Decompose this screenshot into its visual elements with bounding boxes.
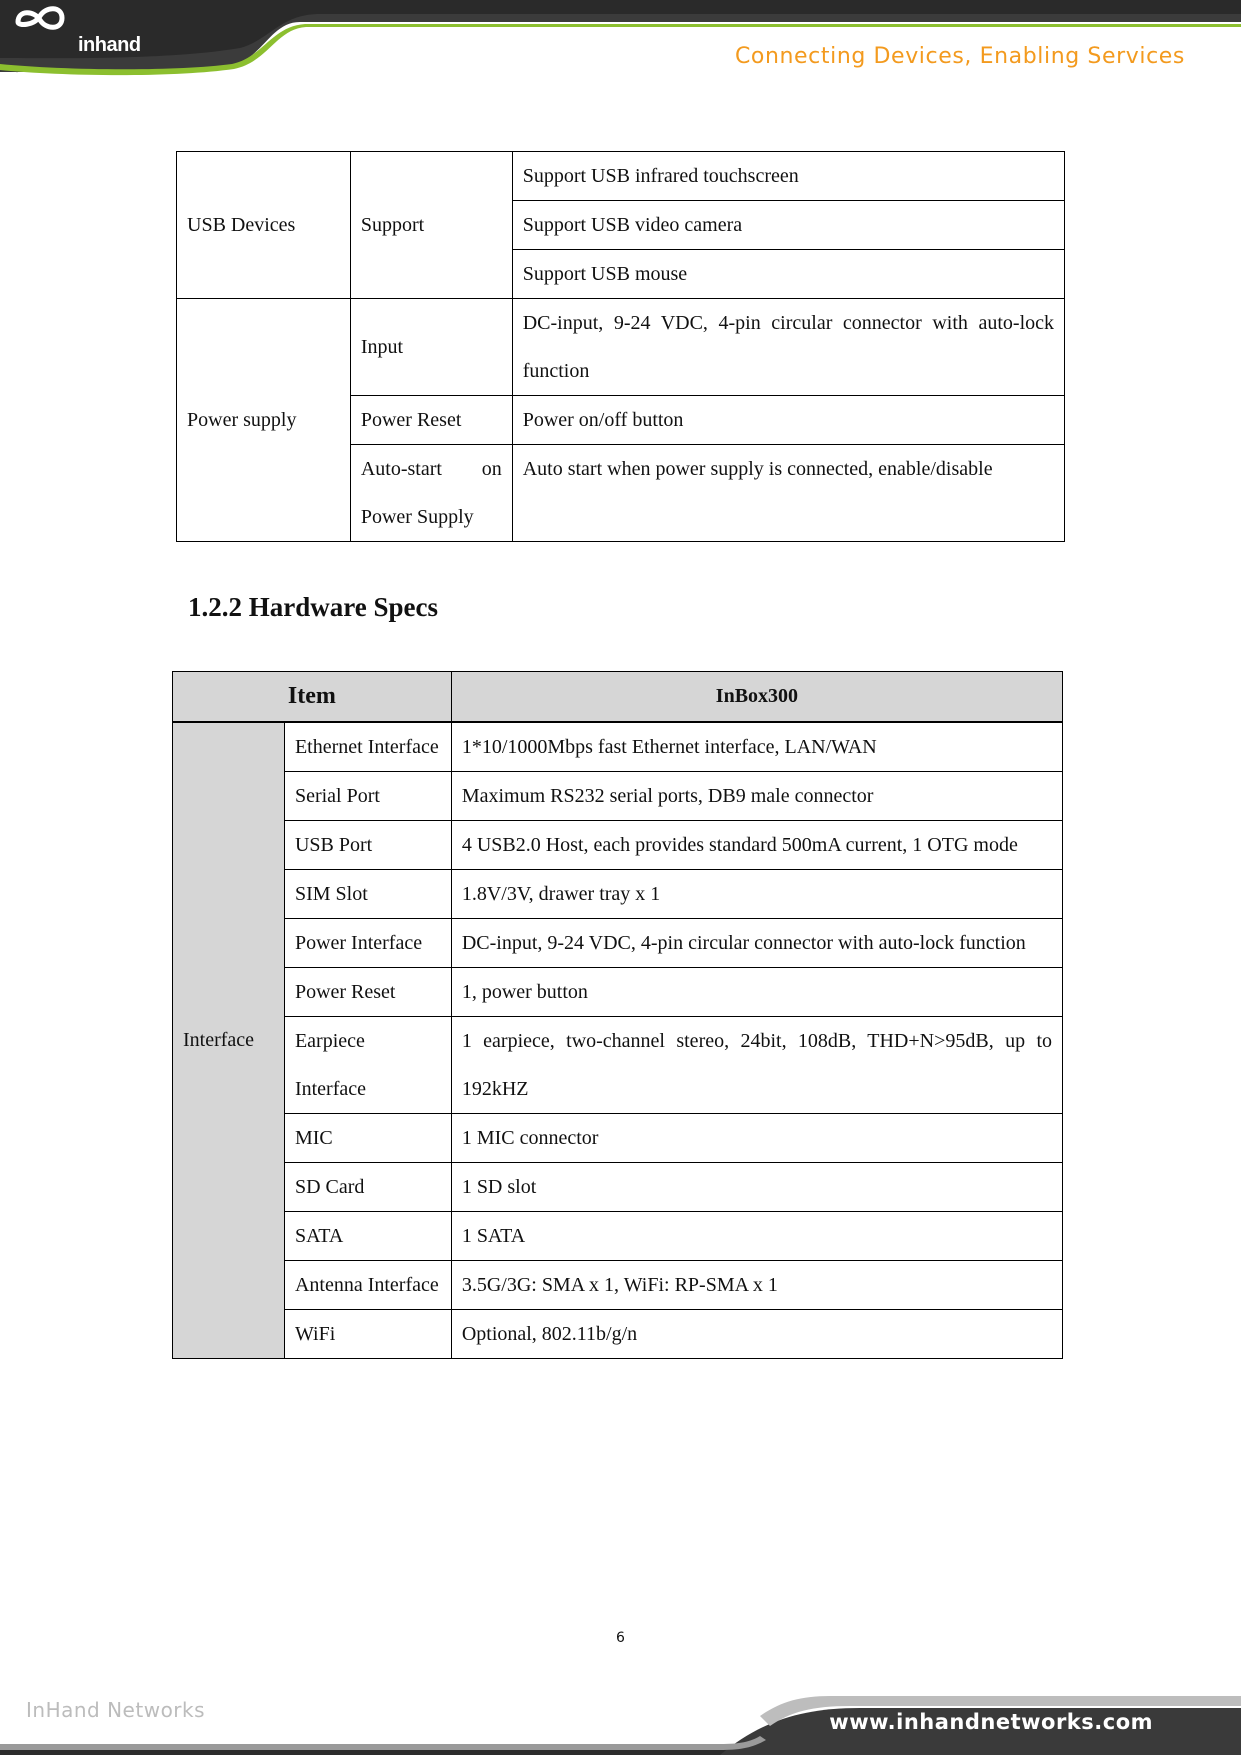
power-reset-value: Power on/off button: [512, 396, 1064, 445]
spec-value: 1 SD slot: [451, 1162, 1062, 1211]
spec-label: SATA: [284, 1211, 451, 1260]
spec-value: 1, power button: [451, 967, 1062, 1016]
spec-value: 1 SATA: [451, 1211, 1062, 1260]
spec-value: 1.8V/3V, drawer tray x 1: [451, 869, 1062, 918]
table-row: [173, 722, 1063, 772]
inhand-logo-icon: [0, 0, 80, 60]
spec-value: Maximum RS232 serial ports, DB9 male connector: [451, 771, 1062, 820]
table-row: [173, 1260, 1063, 1309]
power-supply-cell: Power supply: [177, 299, 351, 542]
hardware-specs-table: [172, 671, 1063, 1359]
spec-label: Ethernet Interface: [284, 722, 451, 772]
spec-value: Optional, 802.11b/g/n: [451, 1309, 1062, 1358]
table-row: [173, 1211, 1063, 1260]
spec-label: Power Reset: [284, 967, 451, 1016]
spec-label: SD Card: [284, 1162, 451, 1211]
page-footer: [0, 1682, 1241, 1755]
table-header-row: [173, 672, 1063, 722]
page-header: [0, 0, 1241, 80]
header-model: InBox300: [451, 672, 1062, 722]
auto-start-value: Auto start when power supply is connected, enable/disable: [512, 445, 1064, 542]
spec-value: 4 USB2.0 Host, each provides standard 500mA current, 1 OTG mode: [451, 820, 1062, 869]
interface-category-cell: Interface: [173, 722, 285, 1359]
table-row: [173, 820, 1063, 869]
header-item: Item: [173, 672, 452, 722]
table-row: [173, 1016, 1063, 1113]
spec-value: 1 MIC connector: [451, 1113, 1062, 1162]
table-row: [173, 1309, 1063, 1358]
usb-support-item: Support USB video camera: [512, 201, 1064, 250]
table-row: [173, 1162, 1063, 1211]
spec-label: Antenna Interface: [284, 1260, 451, 1309]
section-heading: 1.2.2 Hardware Specs: [188, 592, 438, 622]
spec-value: DC-input, 9-24 VDC, 4-pin circular connector with auto-lock function: [451, 918, 1062, 967]
header-slogan: Connecting Devices, Enabling Services: [734, 44, 1185, 69]
table-row: [177, 299, 1065, 396]
logo-text: inhand: [78, 34, 141, 56]
spec-label: WiFi: [284, 1309, 451, 1358]
spec-label: SIM Slot: [284, 869, 451, 918]
table-row: [173, 869, 1063, 918]
usb-support-cell: Support: [350, 152, 512, 299]
spec-label: MIC: [284, 1113, 451, 1162]
table-row: [173, 967, 1063, 1016]
usb-power-table: [176, 151, 1065, 542]
table-row: [173, 1113, 1063, 1162]
table-row: [173, 771, 1063, 820]
power-input-label: Input: [350, 299, 512, 396]
usb-support-item: Support USB mouse: [512, 250, 1064, 299]
spec-label: Serial Port: [284, 771, 451, 820]
spec-label: Power Interface: [284, 918, 451, 967]
page-number: 6: [616, 1630, 625, 1646]
power-reset-label: Power Reset: [350, 396, 512, 445]
spec-value: 1 earpiece, two-channel stereo, 24bit, 108dB, THD+N>95dB, up to 192kHZ: [451, 1016, 1062, 1113]
power-input-value: DC-input, 9-24 VDC, 4-pin circular connector with auto-lock function: [512, 299, 1064, 396]
table-row: [177, 152, 1065, 201]
spec-value: 1*10/1000Mbps fast Ethernet interface, LAN/WAN: [451, 722, 1062, 772]
auto-start-label: Auto-start on Power Supply: [350, 445, 512, 542]
footer-company: InHand Networks: [26, 1698, 206, 1722]
table-row: [173, 918, 1063, 967]
spec-label: USB Port: [284, 820, 451, 869]
spec-value: 3.5G/3G: SMA x 1, WiFi: RP-SMA x 1: [451, 1260, 1062, 1309]
usb-support-item: Support USB infrared touchscreen: [512, 152, 1064, 201]
spec-label: Earpiece Interface: [284, 1016, 451, 1113]
usb-devices-cell: USB Devices: [177, 152, 351, 299]
footer-url: www.inhandnetworks.com: [829, 1710, 1153, 1734]
